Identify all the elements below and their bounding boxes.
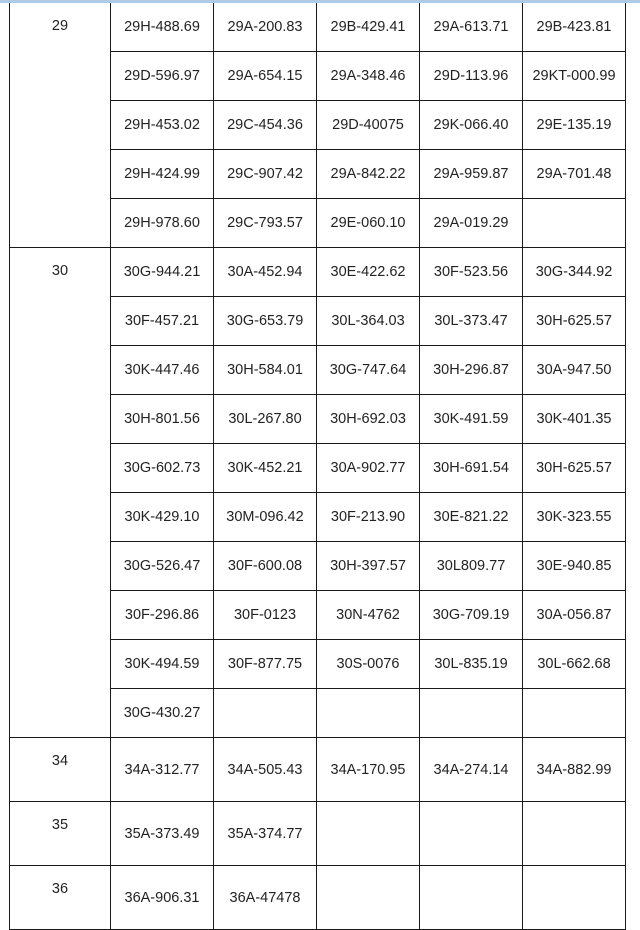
plate-cell: 30G-344.92 <box>523 248 626 297</box>
plate-cell: 30H-296.87 <box>420 346 523 395</box>
plate-cell: 34A-505.43 <box>214 738 317 802</box>
plate-cell: 29D-113.96 <box>420 52 523 101</box>
plate-cell: 29KT-000.99 <box>523 52 626 101</box>
plate-cell: 30K-447.46 <box>111 346 214 395</box>
plate-cell: 29D-40075 <box>317 101 420 150</box>
plate-cell: 30F-213.90 <box>317 493 420 542</box>
plate-table <box>9 3 626 930</box>
plate-cell: 29B-423.81 <box>523 3 626 52</box>
table-row <box>10 738 626 802</box>
plate-cell: 30H-397.57 <box>317 542 420 591</box>
plate-cell: 30G-430.27 <box>111 689 214 738</box>
plate-cell <box>317 866 420 930</box>
plate-cell: 30A-902.77 <box>317 444 420 493</box>
plate-cell <box>523 866 626 930</box>
plate-cell: 29A-842.22 <box>317 150 420 199</box>
plate-cell: 34A-882.99 <box>523 738 626 802</box>
plate-cell: 30M-096.42 <box>214 493 317 542</box>
plate-cell: 30L-364.03 <box>317 297 420 346</box>
plate-cell: 29A-613.71 <box>420 3 523 52</box>
plate-cell: 30N-4762 <box>317 591 420 640</box>
plate-cell: 30K-452.21 <box>214 444 317 493</box>
plate-cell <box>317 689 420 738</box>
plate-cell: 30H-692.03 <box>317 395 420 444</box>
plate-cell: 30K-494.59 <box>111 640 214 689</box>
plate-cell: 30L-373.47 <box>420 297 523 346</box>
group-label: 30 <box>10 248 111 738</box>
plate-cell: 29K-066.40 <box>420 101 523 150</box>
plate-cell: 29H-488.69 <box>111 3 214 52</box>
plate-cell: 30K-401.35 <box>523 395 626 444</box>
plate-cell: 34A-170.95 <box>317 738 420 802</box>
plate-cell: 30F-523.56 <box>420 248 523 297</box>
plate-cell: 30A-452.94 <box>214 248 317 297</box>
plate-cell: 30L-267.80 <box>214 395 317 444</box>
group-label: 35 <box>10 802 111 866</box>
plate-cell: 29A-019.29 <box>420 199 523 248</box>
group-label: 36 <box>10 866 111 930</box>
plate-cell: 30K-491.59 <box>420 395 523 444</box>
plate-cell: 30H-625.57 <box>523 297 626 346</box>
plate-cell: 30E-422.62 <box>317 248 420 297</box>
plate-cell: 36A-906.31 <box>111 866 214 930</box>
plate-cell: 30F-600.08 <box>214 542 317 591</box>
plate-cell: 34A-312.77 <box>111 738 214 802</box>
group-label: 34 <box>10 738 111 802</box>
plate-cell: 30F-457.21 <box>111 297 214 346</box>
plate-cell: 30G-709.19 <box>420 591 523 640</box>
plate-cell: 30G-653.79 <box>214 297 317 346</box>
plate-cell <box>420 802 523 866</box>
plate-cell: 30E-821.22 <box>420 493 523 542</box>
plate-cell: 29A-348.46 <box>317 52 420 101</box>
table-row <box>10 866 626 930</box>
plate-cell: 30H-625.57 <box>523 444 626 493</box>
plate-cell: 30L-835.19 <box>420 640 523 689</box>
plate-cell: 35A-374.77 <box>214 802 317 866</box>
plate-cell: 30S-0076 <box>317 640 420 689</box>
plate-cell: 30A-056.87 <box>523 591 626 640</box>
plate-cell: 34A-274.14 <box>420 738 523 802</box>
plate-cell <box>523 689 626 738</box>
plate-cell: 30K-429.10 <box>111 493 214 542</box>
plate-cell: 29E-060.10 <box>317 199 420 248</box>
plate-cell: 30A-947.50 <box>523 346 626 395</box>
plate-cell: 30H-801.56 <box>111 395 214 444</box>
plate-cell: 30G-747.64 <box>317 346 420 395</box>
plate-cell: 29B-429.41 <box>317 3 420 52</box>
plate-cell: 29A-654.15 <box>214 52 317 101</box>
plate-cell: 29H-978.60 <box>111 199 214 248</box>
plate-cell <box>420 689 523 738</box>
plate-cell: 30L-662.68 <box>523 640 626 689</box>
plate-cell: 30E-940.85 <box>523 542 626 591</box>
table-row <box>10 248 626 297</box>
plate-cell <box>523 802 626 866</box>
plate-cell: 30K-323.55 <box>523 493 626 542</box>
plate-cell <box>420 866 523 930</box>
plate-cell: 29A-200.83 <box>214 3 317 52</box>
plate-cell: 30H-584.01 <box>214 346 317 395</box>
plate-cell: 36A-47478 <box>214 866 317 930</box>
plate-cell: 30F-877.75 <box>214 640 317 689</box>
plate-cell: 29C-793.57 <box>214 199 317 248</box>
plate-cell: 35A-373.49 <box>111 802 214 866</box>
plate-cell <box>317 802 420 866</box>
plate-cell: 30H-691.54 <box>420 444 523 493</box>
plate-cell: 30G-602.73 <box>111 444 214 493</box>
plate-cell: 29A-701.48 <box>523 150 626 199</box>
plate-cell <box>523 199 626 248</box>
group-label: 29 <box>10 3 111 248</box>
plate-cell: 29C-907.42 <box>214 150 317 199</box>
plate-cell: 29C-454.36 <box>214 101 317 150</box>
plate-cell: 30G-526.47 <box>111 542 214 591</box>
plate-cell: 29A-959.87 <box>420 150 523 199</box>
plate-cell: 29D-596.97 <box>111 52 214 101</box>
plate-cell: 29H-453.02 <box>111 101 214 150</box>
plate-table-body <box>10 3 626 930</box>
plate-cell: 30L809.77 <box>420 542 523 591</box>
plate-cell <box>214 689 317 738</box>
plate-cell: 30F-296.86 <box>111 591 214 640</box>
plate-cell: 30G-944.21 <box>111 248 214 297</box>
plate-cell: 29H-424.99 <box>111 150 214 199</box>
plate-cell: 30F-0123 <box>214 591 317 640</box>
table-row <box>10 802 626 866</box>
plate-cell: 29E-135.19 <box>523 101 626 150</box>
table-row <box>10 3 626 52</box>
